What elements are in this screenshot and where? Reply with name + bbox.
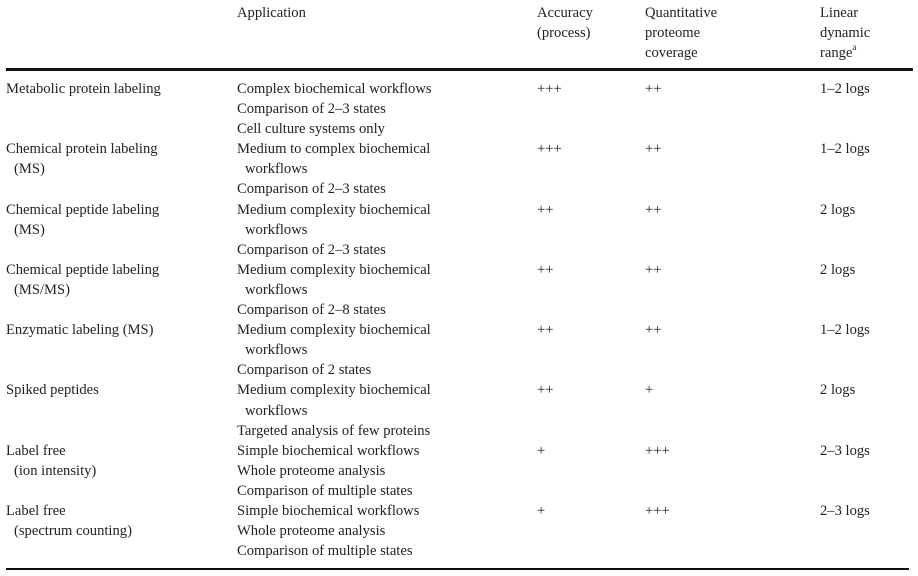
method-cell (6, 200, 159, 240)
accuracy-cell: + (537, 503, 546, 520)
application-line: Comparison of multiple states (237, 543, 413, 560)
application-line: Medium complexity biochemical (237, 322, 431, 339)
method-cell (6, 320, 154, 340)
application-line: workflows (245, 161, 308, 178)
table-row (0, 380, 918, 440)
accuracy-cell: + (537, 442, 546, 459)
method-line: Chemical protein labeling (6, 141, 158, 158)
header-application (237, 3, 306, 23)
application-line: Comparison of 2–3 states (237, 181, 386, 198)
header-line: proteome (645, 25, 701, 42)
application-cell (237, 79, 432, 139)
coverage-cell: +++ (645, 503, 670, 520)
accuracy-cell: +++ (537, 141, 562, 158)
header-line: Linear (820, 5, 859, 21)
application-line: Complex biochemical workflows (237, 81, 432, 97)
application-line: Targeted analysis of few proteins (237, 422, 431, 439)
accuracy-cell: ++ (537, 261, 554, 278)
header-accuracy (537, 3, 593, 43)
application-line: Comparison of 2–3 states (237, 241, 386, 258)
table-row (0, 200, 918, 260)
application-line: Simple biochemical workflows (237, 442, 420, 459)
application-line: Cell culture systems only (237, 121, 385, 138)
header-line: Quantitative (645, 5, 718, 21)
application-line: Simple biochemical workflows (237, 503, 420, 520)
header-line: Accuracy (537, 5, 593, 21)
coverage-cell: ++ (645, 322, 662, 339)
application-line: workflows (245, 281, 308, 298)
header-coverage (645, 3, 717, 63)
dynamic-range-cell: 2 logs (820, 261, 856, 278)
header-line: dynamic (820, 25, 871, 42)
coverage-cell: + (645, 382, 654, 399)
coverage-cell: +++ (645, 442, 670, 459)
application-line: Whole proteome analysis (237, 523, 386, 540)
application-line: Comparison of 2–3 states (237, 101, 386, 118)
coverage-cell: ++ (645, 201, 662, 218)
application-line: Medium complexity biochemical (237, 261, 431, 278)
header-line (820, 43, 870, 63)
accuracy-cell: ++ (537, 382, 554, 399)
method-line: Label free (6, 442, 66, 459)
method-line: (ion intensity) (14, 462, 97, 479)
method-line: Chemical peptide labeling (6, 261, 160, 278)
application-cell (237, 441, 419, 501)
dynamic-range-cell: 1–2 logs (820, 81, 870, 97)
method-cell (6, 380, 99, 400)
accuracy-cell: ++ (537, 322, 554, 339)
table-row (0, 79, 918, 139)
method-line: (MS) (14, 161, 45, 178)
application-cell (237, 380, 431, 440)
application-line: Comparison of 2 states (237, 362, 372, 379)
method-cell (6, 260, 159, 300)
method-cell (6, 139, 158, 179)
application-line: Comparison of 2–8 states (237, 302, 386, 319)
table-row (0, 320, 918, 380)
table-row (0, 441, 918, 501)
dynamic-range-cell: 2 logs (820, 382, 856, 399)
application-cell (237, 501, 419, 561)
application-line: Comparison of multiple states (237, 482, 413, 499)
header-line: (process) (537, 25, 591, 42)
coverage-cell: ++ (645, 141, 662, 158)
dynamic-range-cell: 2–3 logs (820, 503, 870, 520)
method-cell (6, 79, 161, 99)
application-cell (237, 260, 431, 320)
application-line: workflows (245, 402, 308, 419)
table-row (0, 260, 918, 320)
method-line: Spiked peptides (6, 382, 99, 399)
method-line: Enzymatic labeling (MS) (6, 322, 154, 339)
application-line: Whole proteome analysis (237, 462, 386, 479)
method-cell (6, 441, 96, 481)
method-line: (spectrum counting) (14, 523, 132, 540)
table-row (0, 501, 918, 561)
method-line: Metabolic protein labeling (6, 81, 161, 97)
dynamic-range-cell: 1–2 logs (820, 322, 870, 339)
method-line: (MS/MS) (14, 281, 70, 298)
header-line: coverage (645, 45, 698, 62)
top-rule (6, 68, 913, 71)
accuracy-cell: ++ (537, 201, 554, 218)
method-cell (6, 501, 132, 541)
header-range-text: range (820, 45, 853, 62)
footnote-marker: a (852, 42, 857, 53)
table-body (0, 79, 918, 561)
method-line: Chemical peptide labeling (6, 201, 160, 218)
header-range (820, 3, 870, 63)
dynamic-range-cell: 2 logs (820, 201, 856, 218)
method-line: (MS) (14, 221, 45, 238)
bottom-rule (6, 568, 909, 570)
application-line: Medium complexity biochemical (237, 382, 431, 399)
dynamic-range-cell: 2–3 logs (820, 442, 870, 459)
application-line: workflows (245, 221, 308, 238)
accuracy-cell: +++ (537, 81, 562, 97)
application-cell (237, 320, 431, 380)
application-line: Medium complexity biochemical (237, 201, 431, 218)
application-line: workflows (245, 342, 308, 359)
application-cell (237, 139, 430, 199)
table-row (0, 139, 918, 199)
application-line: Medium to complex biochemical (237, 141, 431, 158)
application-cell (237, 200, 431, 260)
coverage-cell: ++ (645, 261, 662, 278)
method-line: Label free (6, 503, 66, 520)
dynamic-range-cell: 1–2 logs (820, 141, 870, 158)
coverage-cell: ++ (645, 81, 662, 97)
header-line: Application (237, 5, 306, 21)
